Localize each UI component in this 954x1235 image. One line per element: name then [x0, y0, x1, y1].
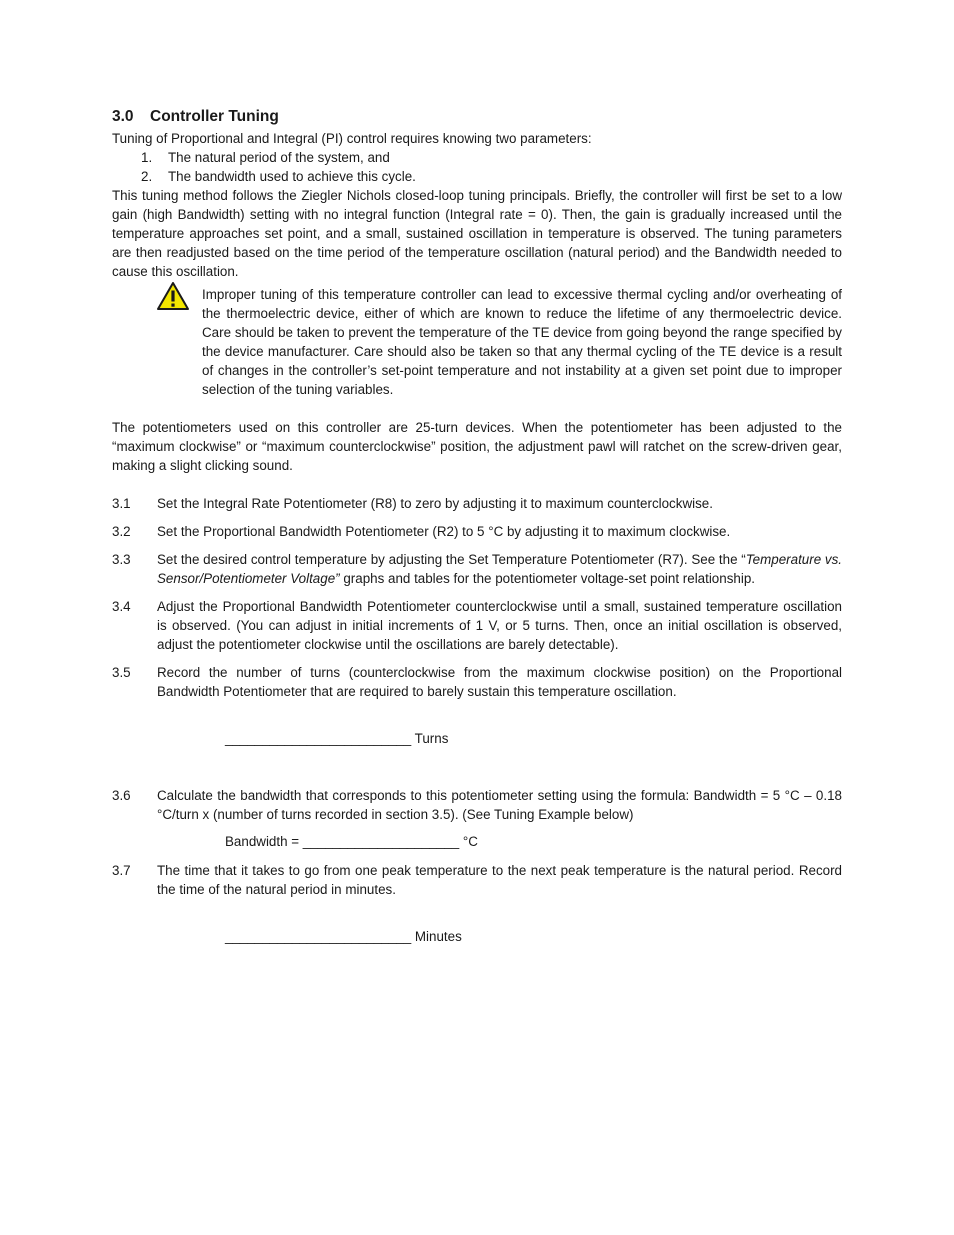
- section-number: 3.0: [112, 108, 134, 125]
- list-item-text: The bandwidth used to achieve this cycle.: [168, 169, 416, 184]
- step-number: 3.1: [112, 496, 131, 511]
- step-number: 3.3: [112, 552, 131, 567]
- step-text: The time that it takes to go from one peak temperature to the next peak temperature is the natural period. Record the time of the natural period in minutes.: [157, 863, 842, 897]
- warning-triangle-icon: [156, 281, 190, 311]
- step-number: 3.5: [112, 665, 131, 680]
- section-heading: [112, 107, 842, 127]
- list-number: 2.: [141, 169, 153, 184]
- document-page: [112, 107, 842, 946]
- step-text-part: graphs and tables for the potentiometer voltage-set point relationship.: [339, 571, 755, 586]
- step-number: 3.6: [112, 788, 131, 803]
- step-text-part: Set the desired control temperature by adjusting the Set Temperature Potentiometer (R7). See the “: [157, 552, 746, 567]
- warning-note: [112, 285, 842, 399]
- step-3-5: [112, 663, 842, 701]
- list-item: [112, 148, 842, 167]
- step-text: Set the Integral Rate Potentiometer (R8) to zero by adjusting it to maximum counterclockwise.: [157, 496, 713, 511]
- list-number: 1.: [141, 150, 153, 165]
- step-text: [157, 550, 842, 588]
- step-number: 3.2: [112, 524, 131, 539]
- step-3-3: [112, 550, 842, 588]
- turns-blank: _________________________: [225, 731, 412, 746]
- bandwidth-blank: _____________________: [302, 834, 460, 849]
- potentiometer-paragraph: The potentiometers used on this controller are 25-turn devices. When the potentiometer has been adjusted to the “maximum clockwise” or “maximum counterclockwise” position, the adjustment pawl will ratchet on the screw-driven gear, making a slight clicking sound.: [112, 420, 842, 473]
- step-3-4: [112, 597, 842, 654]
- parameter-list: [112, 148, 842, 186]
- step-text: Adjust the Proportional Bandwidth Potentiometer counterclockwise until a small, sustained temperature oscillation is observed. (You can adjust in initial increments of 1 V, or 5 turns. Then, once an initial oscillation is observed, adjust the potentiometer clockwise until the oscillations are barely detectable).: [157, 599, 842, 652]
- bandwidth-label: Bandwidth =: [225, 834, 303, 849]
- intro-text: Tuning of Proportional and Integral (PI) control requires knowing two parameters:: [112, 131, 592, 146]
- step-text: Set the Proportional Bandwidth Potentiometer (R2) to 5 °C by adjusting it to maximum clockwise.: [157, 524, 731, 539]
- method-paragraph: This tuning method follows the Ziegler Nichols closed-loop tuning principals. Briefly, the controller will first be set to a low gain (high Bandwidth) setting with no integral function (Integral rate = 0). Then, the gain is gradually increased until the temperature approaches set point, and a small, sustained oscillation in temperature is observed. The tuning parameters are then readjusted based on the time period of the temperature oscillation (natural period) and the Bandwidth needed to cause this oscillation.: [112, 188, 842, 279]
- step-3-2: [112, 522, 842, 541]
- step-3-6: [112, 786, 842, 824]
- step-number: 3.7: [112, 863, 131, 878]
- warning-text: Improper tuning of this temperature controller can lead to excessive thermal cycling and/or overheating of the thermoelectric device, either of which are known to reduce the lifetime of any thermoelectric device. Care should be taken to prevent the temperature of the TE device from going beyond the range specified by the device manufacturer. Care should also be taken so that any thermal cycling of the TE device is a result of changes in the controller’s set-point temperature and not instability at a given set point due to improper selection of the tuning variables.: [202, 287, 842, 397]
- minutes-blank: _________________________: [225, 929, 412, 944]
- turns-unit: Turns: [411, 731, 449, 746]
- graph-reference: Temperature vs. Sensor/Potentiometer Voltage”: [157, 552, 842, 586]
- turns-fill-line: [112, 729, 842, 748]
- step-3-7: [112, 861, 842, 899]
- step-text: Record the number of turns (counterclockwise from the maximum clockwise position) on the Proportional Bandwidth Potentiometer that are required to barely sustain this temperature oscillation.: [157, 665, 842, 699]
- list-item: [112, 167, 842, 186]
- step-3-1: [112, 494, 842, 513]
- section-title: Controller Tuning: [150, 108, 279, 125]
- bandwidth-fill-line: [112, 832, 842, 851]
- minutes-fill-line: [112, 927, 842, 946]
- step-text: Calculate the bandwidth that corresponds to this potentiometer setting using the formula: Bandwidth = 5 °C – 0.18 °C/turn x (number of turns recorded in section 3.5). (See Tuning Example below): [157, 788, 842, 822]
- list-item-text: The natural period of the system, and: [168, 150, 390, 165]
- minutes-unit: Minutes: [411, 929, 462, 944]
- step-number: 3.4: [112, 599, 131, 614]
- bandwidth-unit: °C: [459, 834, 478, 849]
